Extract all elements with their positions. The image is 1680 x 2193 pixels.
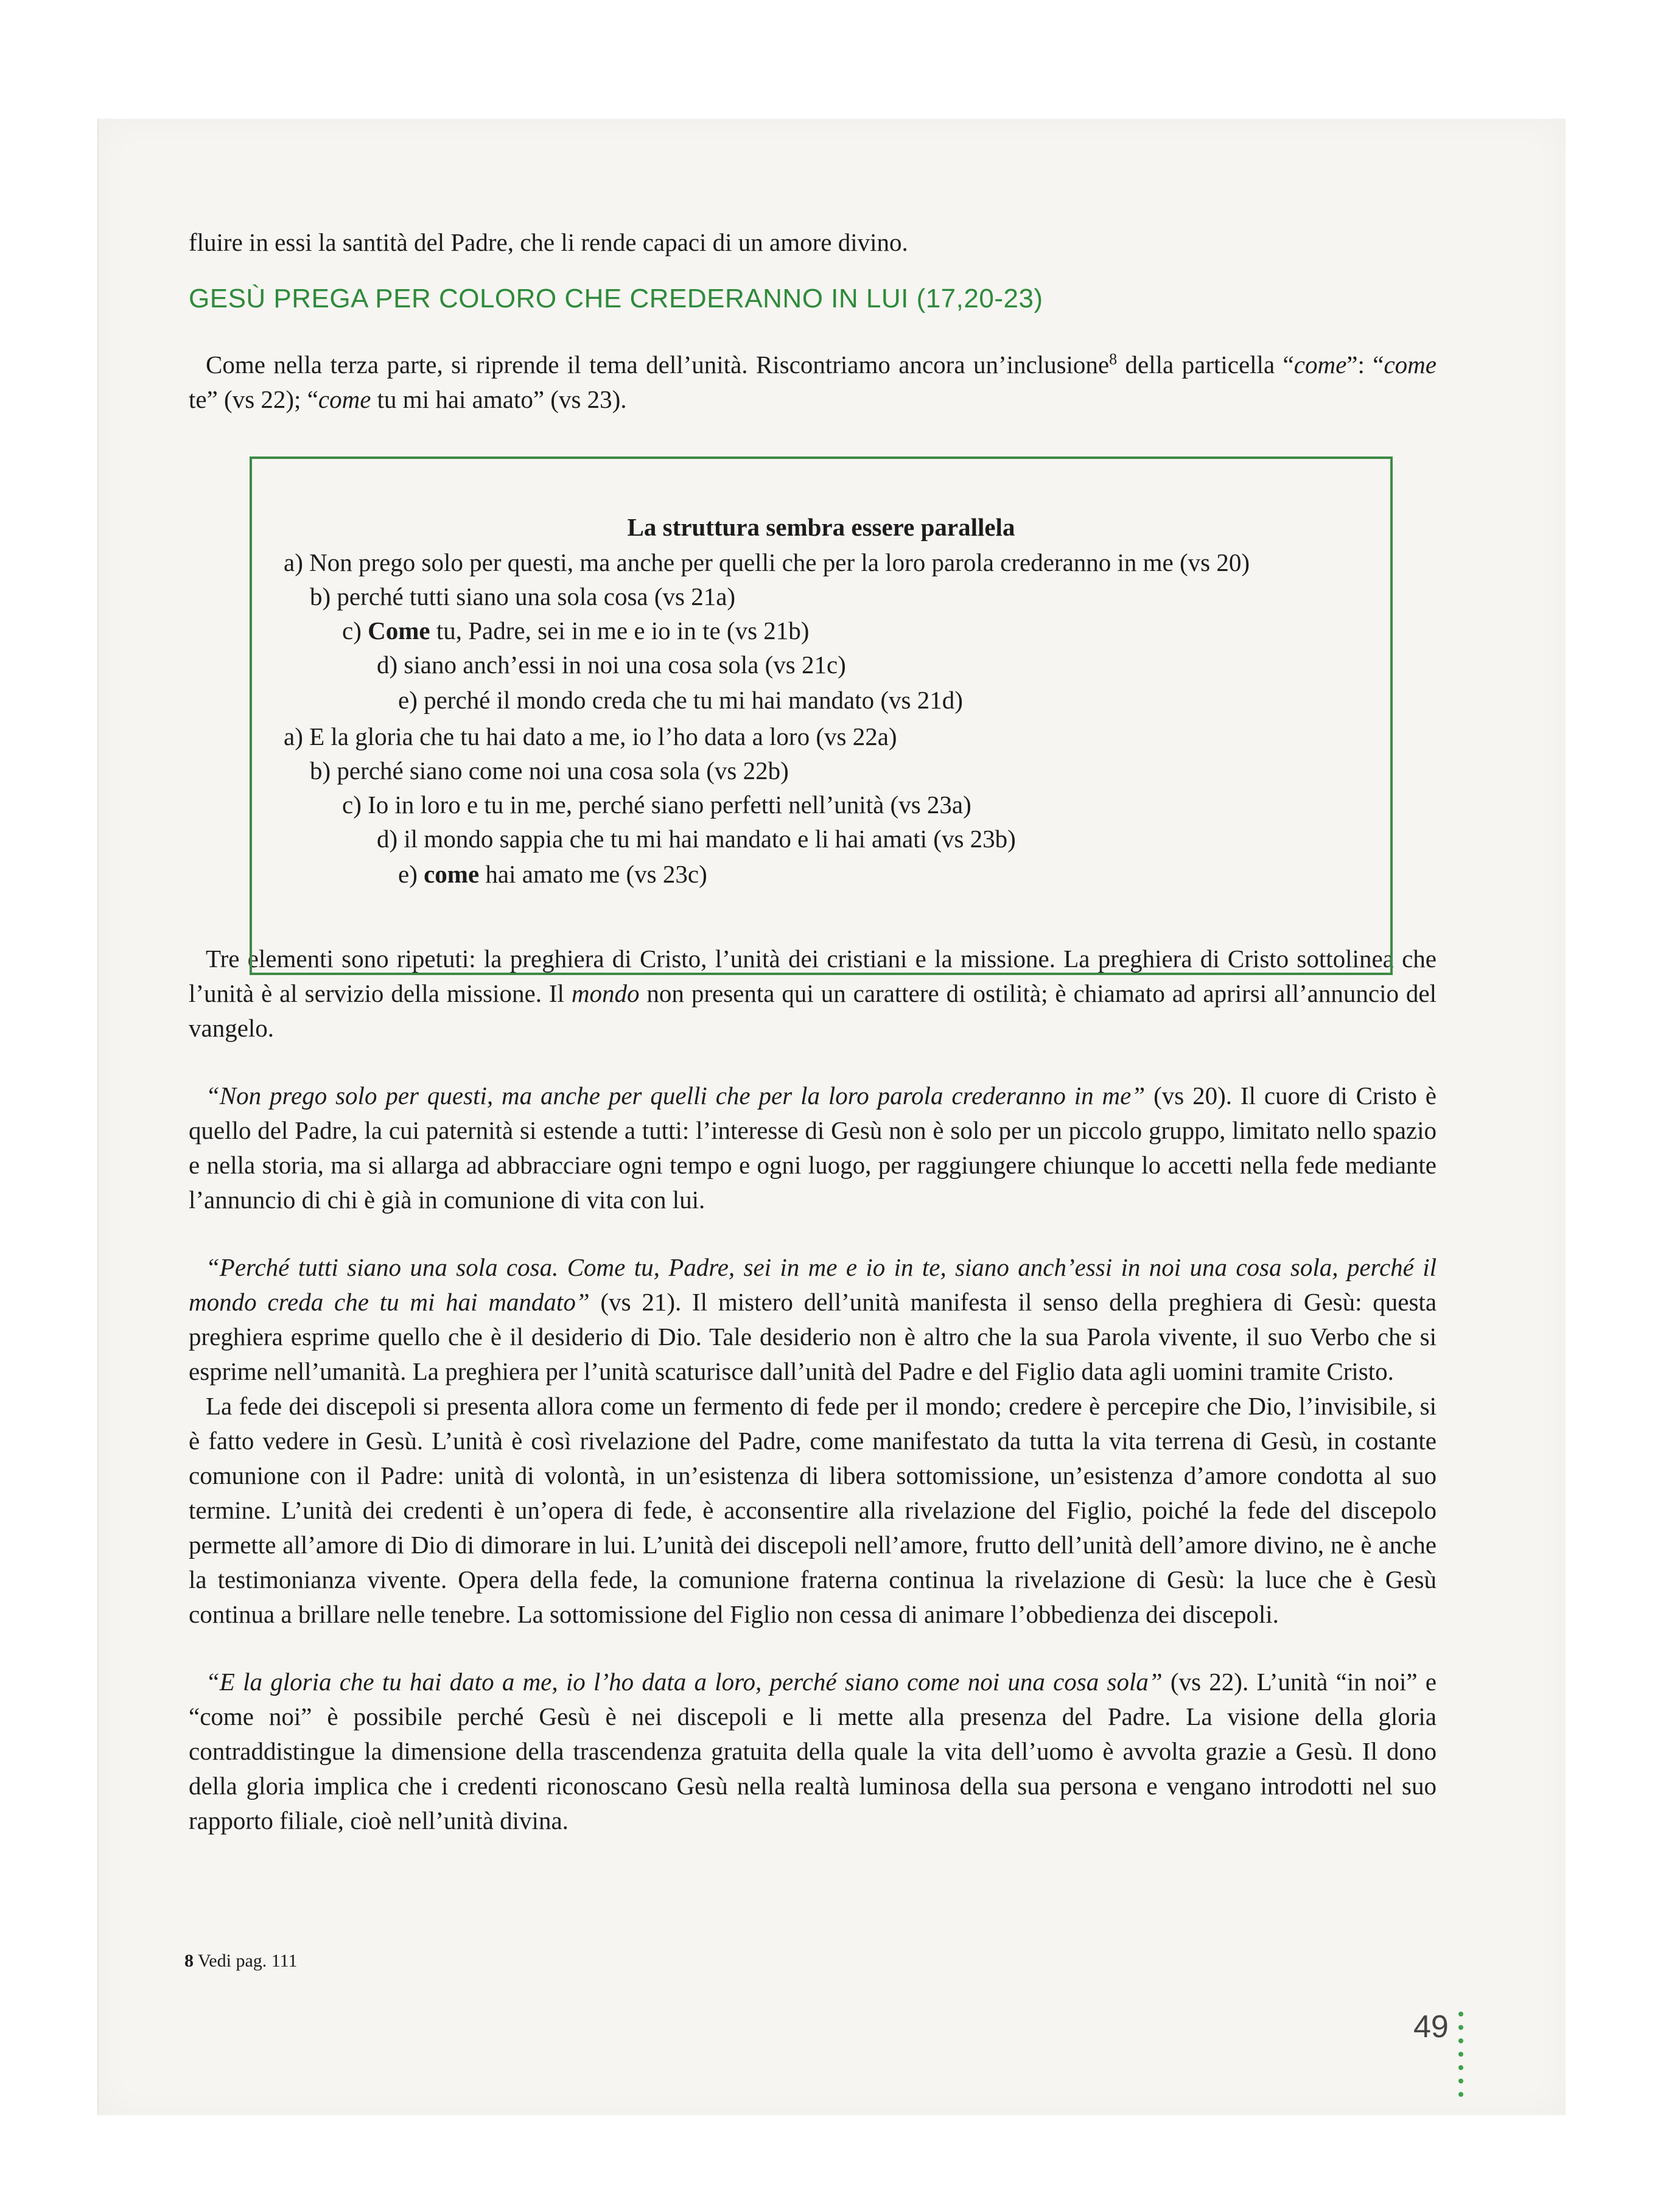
top-line: fluire in essi la santità del Padre, che li rende capaci di un amore divino. [189, 228, 908, 256]
page-dots-decoration [1458, 2012, 1463, 2105]
structure-line-d1: d) siano anch’essi in noi una cosa sola (vs 21c) [377, 651, 846, 679]
section-heading: GESÙ PREGA PER COLORO CHE CREDERANNO IN LUI (17,20-23) [189, 284, 1043, 313]
para2-quote: “Non prego solo per questi, ma anche per quelli che per la loro parola crederanno in me” [206, 1082, 1146, 1110]
footnote-ref: 8 [1109, 350, 1118, 368]
structure-line-e1: e) perché il mondo creda che tu mi hai mandato (vs 21d) [398, 686, 963, 714]
footnote [184, 1951, 298, 1971]
structure-line-e2-bold: come [424, 860, 480, 888]
structure-box-title: La struttura sembra essere parallela [627, 513, 1015, 541]
para2-text: (vs 20). Il cuore di Cristo è quello del Padre, la cui paternità si estende a tutti: l’interesse di Gesù non è solo per un piccolo gruppo, limitato nello spazio e nella storia, ma si allarga ad abbracciare ogni tempo e ogni luogo, per raggiungere chiunque lo accetti nella fede mediante l’annuncio di chi è già in comunione di vita con lui. [189, 1082, 1437, 1214]
para5-text: (vs 22). L’unità “in noi” e “come noi” è possibile perché Gesù è nei discepoli e li mette alla presenza del Padre. La visione della gloria contraddistingue la dimensione della trascendenza gratuita della quale la vita dell’uomo è avvolta grazie a Gesù. Il dono della gloria implica che i credenti riconoscano Gesù nella realtà luminosa della sua persona e vengano introdotti nel suo rapporto filiale, cioè nell’unità divina. [189, 1668, 1437, 1834]
intro-text-5: tu mi hai amato” (vs 23). [371, 385, 627, 413]
structure-line-b1: b) perché tutti siano una sola cosa (vs 21a) [310, 582, 736, 610]
para1-text: Tre elementi sono ripetuti: la preghiera di Cristo, l’unità dei cristiani e la missione. La preghiera di Cristo sottolinea che l’unità è al servizio della missione. Il [189, 945, 1437, 1007]
structure-line-e2-prefix: e) [398, 860, 424, 888]
para3-quote: “Perché tutti siano una sola cosa. Come tu, Padre, sei in me e io in te, siano anch’essi in noi una cosa sola, perché il mondo creda che tu mi hai mandato” [189, 1253, 1437, 1316]
paragraph-5 [189, 1665, 1437, 1838]
footnote-mark: 8 [184, 1951, 194, 1971]
intro-text-1: Come nella terza parte, si riprende il tema dell’unità. Riscontriamo ancora un’inclusione [206, 351, 1110, 379]
intro-text-2: della particella “ [1117, 351, 1294, 379]
structure-line-c1-suffix: tu, Padre, sei in me e io in te (vs 21b) [430, 617, 810, 645]
intro-text-3: ”: “ [1346, 351, 1384, 379]
paragraph-3 [189, 1250, 1437, 1389]
paragraph-2 [189, 1079, 1437, 1217]
structure-line-d2: d) il mondo sappia che tu mi hai mandato e li hai amati (vs 23b) [377, 825, 1016, 853]
page-number: 49 [1413, 2009, 1449, 2044]
structure-line-e2 [398, 859, 707, 889]
intro-text-4: te” (vs 22); “ [189, 385, 318, 413]
structure-line-e2-suffix: hai amato me (vs 23c) [479, 860, 707, 888]
intro-italic-1: come [1293, 351, 1347, 379]
intro-italic-3: come [318, 385, 371, 413]
paragraph-4: La fede dei discepoli si presenta allora come un fermento di fede per il mondo; credere è percepire che Dio, l’invisibile, si è fatto vedere in Gesù. L’unità è così rivelazione del Padre, come manifestato da tutta la vita terrena di Gesù, in costante comunione con il Padre: unità di volontà, in un’esistenza di libera sottomissione, un’esistenza d’amore condotta al suo termine. L’unità dei credenti è un’opera di fede, è acconsentire alla rivelazione del Figlio, poiché la fede del discepolo permette all’amore di Dio di dimorare in lui. L’unità dei discepoli nell’amore, frutto dell’unità dell’amore divino, ne è anche la testimonianza vivente. Opera della fede, la comunione fraterna continua la rivelazione di Gesù: la luce che è Gesù continua a brillare nelle tenebre. La sottomissione del Figlio non cessa di animare l’obbedienza dei discepoli. [189, 1392, 1437, 1628]
intro-paragraph [189, 348, 1437, 417]
structure-line-c1-prefix: c) [342, 617, 368, 645]
structure-line-c2: c) Io in loro e tu in me, perché siano perfetti nell’unità (vs 23a) [342, 791, 971, 819]
para5-quote: “E la gloria che tu hai dato a me, io l’ho data a loro, perché siano come noi una cosa sola” [206, 1668, 1163, 1696]
para1-text-2: non presenta qui un carattere di ostilità; è chiamato ad aprirsi all’annuncio del vangelo. [189, 979, 1437, 1042]
structure-line-b2: b) perché siano come noi una cosa sola (vs 22b) [310, 757, 789, 785]
structure-line-a2: a) E la gloria che tu hai dato a me, io l’ho data a loro (vs 22a) [284, 722, 897, 750]
structure-line-a1: a) Non prego solo per questi, ma anche per quelli che per la loro parola crederanno in me (vs 20) [284, 548, 1250, 576]
intro-italic-2: come [1384, 351, 1437, 379]
structure-line-c1-bold: Come [368, 617, 430, 645]
para1-italic: mondo [571, 979, 640, 1007]
structure-line-c1 [342, 616, 809, 645]
para3-text: (vs 21). Il mistero dell’unità manifesta il senso della preghiera di Gesù: questa preghiera esprime quello che è il desiderio di Dio. Tale desiderio non è altro che la sua Parola vivente, il suo Verbo che si esprime nell’umanità. La preghiera per l’unità scaturisce dall’unità del Padre e del Figlio data agli uomini tramite Cristo. [189, 1288, 1437, 1385]
structure-box [250, 456, 1393, 975]
footnote-text: Vedi pag. 111 [194, 1951, 298, 1971]
